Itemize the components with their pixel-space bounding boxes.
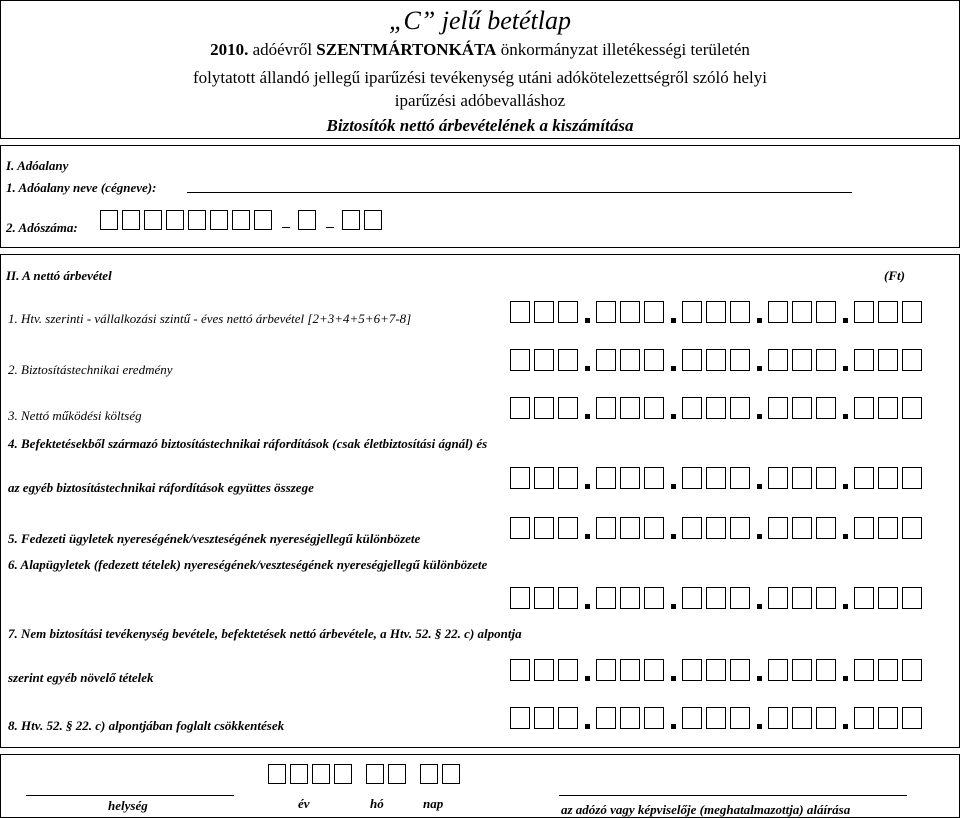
thousands-separator-dot — [585, 484, 590, 489]
amount-digit-box[interactable] — [558, 467, 578, 489]
amount-digit-box[interactable] — [902, 707, 922, 729]
amount-field-row-1[interactable] — [510, 301, 926, 323]
amount-digit-box[interactable] — [620, 349, 640, 371]
month-digit-box[interactable] — [366, 764, 384, 784]
amount-digit-box[interactable] — [816, 659, 836, 681]
amount-digit-box[interactable] — [902, 397, 922, 419]
amount-digit-box[interactable] — [534, 349, 554, 371]
amount-field-row-6[interactable] — [510, 587, 926, 609]
amount-digit-box[interactable] — [854, 349, 874, 371]
amount-digit-box[interactable] — [510, 659, 530, 681]
amount-digit-box[interactable] — [902, 467, 922, 489]
month-label: hó — [370, 796, 384, 811]
amount-digit-box[interactable] — [510, 301, 530, 323]
unit-label: (Ft) — [884, 268, 905, 283]
amount-digit-box[interactable] — [816, 301, 836, 323]
amount-digit-box[interactable] — [854, 467, 874, 489]
thousands-separator-dot — [843, 724, 848, 729]
amount-digit-box[interactable] — [682, 301, 702, 323]
digit-box[interactable] — [342, 210, 360, 230]
amount-digit-box[interactable] — [596, 587, 616, 609]
row-7-label-a: 7. Nem biztosítási tevékenység bevétele, befektetések nettó árbevétele, a Htv. 52. § 22. c) alpontja — [8, 626, 522, 641]
amount-digit-box[interactable] — [644, 467, 664, 489]
thousands-separator-dot — [671, 414, 676, 419]
section-1-heading: I. Adóalany — [6, 158, 69, 173]
amount-digit-box[interactable] — [902, 587, 922, 609]
amount-digit-box[interactable] — [596, 301, 616, 323]
amount-digit-box[interactable] — [682, 349, 702, 371]
thousands-separator-dot — [585, 366, 590, 371]
amount-digit-box[interactable] — [534, 587, 554, 609]
thousands-separator-dot — [585, 318, 590, 323]
amount-digit-box[interactable] — [596, 707, 616, 729]
digit-box[interactable] — [210, 210, 228, 230]
amount-digit-box[interactable] — [730, 659, 750, 681]
amount-digit-box[interactable] — [706, 349, 726, 371]
amount-digit-box[interactable] — [854, 707, 874, 729]
row-3-label: 3. Nettó működési költség — [8, 408, 142, 423]
taxpayer-name-field[interactable] — [187, 175, 852, 193]
amount-digit-box[interactable] — [620, 397, 640, 419]
thousands-separator-dot — [671, 534, 676, 539]
amount-digit-box[interactable] — [510, 397, 530, 419]
amount-digit-box[interactable] — [644, 707, 664, 729]
thousands-separator-dot — [757, 484, 762, 489]
digit-box[interactable] — [144, 210, 162, 230]
amount-field-row-4[interactable] — [510, 467, 926, 489]
amount-digit-box[interactable] — [534, 467, 554, 489]
day-label: nap — [423, 796, 444, 811]
thousands-separator-dot — [843, 484, 848, 489]
digit-box[interactable] — [298, 210, 316, 230]
amount-digit-box[interactable] — [534, 707, 554, 729]
amount-digit-box[interactable] — [558, 349, 578, 371]
year-digit-box[interactable] — [312, 764, 330, 784]
thousands-separator-dot — [585, 724, 590, 729]
amount-digit-box[interactable] — [510, 587, 530, 609]
header-subtitle: Biztosítók nettó árbevételének a kiszámítása — [326, 116, 634, 135]
row-6-label: 6. Alapügyletek (fedezett tételek) nyereségének/veszteségének nyereségjellegű különbözete — [8, 557, 488, 572]
amount-field-row-2[interactable] — [510, 349, 926, 371]
amount-digit-box[interactable] — [682, 467, 702, 489]
amount-digit-box[interactable] — [510, 517, 530, 539]
amount-digit-box[interactable] — [558, 587, 578, 609]
amount-digit-box[interactable] — [854, 397, 874, 419]
amount-digit-box[interactable] — [706, 587, 726, 609]
amount-digit-box[interactable] — [854, 517, 874, 539]
amount-digit-box[interactable] — [620, 659, 640, 681]
amount-digit-box[interactable] — [644, 659, 664, 681]
amount-digit-box[interactable] — [644, 349, 664, 371]
amount-digit-box[interactable] — [620, 301, 640, 323]
thousands-separator-dot — [843, 318, 848, 323]
amount-digit-box[interactable] — [878, 587, 898, 609]
digit-box[interactable] — [166, 210, 184, 230]
thousands-separator-dot — [757, 534, 762, 539]
amount-digit-box[interactable] — [706, 517, 726, 539]
amount-digit-box[interactable] — [682, 659, 702, 681]
year-label: év — [298, 796, 310, 811]
amount-digit-box[interactable] — [878, 467, 898, 489]
amount-digit-box[interactable] — [854, 659, 874, 681]
amount-digit-box[interactable] — [644, 301, 664, 323]
row-2-label: 2. Biztosítástechnikai eredmény — [8, 362, 173, 377]
thousands-separator-dot — [671, 318, 676, 323]
amount-digit-box[interactable] — [510, 467, 530, 489]
header-year: 2010. — [210, 40, 249, 59]
amount-digit-box[interactable] — [558, 301, 578, 323]
thousands-separator-dot — [757, 604, 762, 609]
header-line-1 — [0, 40, 960, 60]
thousands-separator-dot — [671, 366, 676, 371]
amount-digit-box[interactable] — [768, 349, 788, 371]
amount-digit-box[interactable] — [682, 587, 702, 609]
year-digit-box[interactable] — [290, 764, 308, 784]
amount-digit-box[interactable] — [730, 349, 750, 371]
amount-digit-box[interactable] — [816, 587, 836, 609]
amount-digit-box[interactable] — [682, 397, 702, 419]
amount-digit-box[interactable] — [706, 467, 726, 489]
tax-number-label: 2. Adószáma: — [6, 220, 78, 235]
thousands-separator-dot — [671, 676, 676, 681]
amount-digit-box[interactable] — [620, 707, 640, 729]
thousands-separator-dot — [585, 534, 590, 539]
amount-digit-box[interactable] — [706, 301, 726, 323]
amount-digit-box[interactable] — [878, 397, 898, 419]
amount-digit-box[interactable] — [510, 349, 530, 371]
amount-field-row-7[interactable] — [510, 659, 926, 681]
amount-digit-box[interactable] — [730, 517, 750, 539]
amount-digit-box[interactable] — [596, 397, 616, 419]
form-title: „C” jelű betétlap — [389, 6, 571, 35]
amount-digit-box[interactable] — [596, 517, 616, 539]
amount-digit-box[interactable] — [816, 397, 836, 419]
header-line-3: iparűzési adóbevalláshoz — [394, 91, 566, 110]
amount-digit-box[interactable] — [902, 659, 922, 681]
digit-box[interactable] — [254, 210, 272, 230]
signature-field[interactable] — [559, 779, 907, 796]
day-digit-box[interactable] — [420, 764, 438, 784]
amount-field-row-8[interactable] — [510, 707, 926, 729]
digit-box[interactable] — [232, 210, 250, 230]
amount-digit-box[interactable] — [878, 349, 898, 371]
amount-digit-box[interactable] — [596, 349, 616, 371]
thousands-separator-dot — [585, 676, 590, 681]
amount-digit-box[interactable] — [682, 517, 702, 539]
amount-digit-box[interactable] — [816, 349, 836, 371]
amount-digit-box[interactable] — [792, 659, 812, 681]
header-line-1-post: önkormányzat illetékességi területén — [496, 40, 750, 59]
amount-digit-box[interactable] — [730, 707, 750, 729]
amount-digit-box[interactable] — [534, 517, 554, 539]
amount-digit-box[interactable] — [792, 349, 812, 371]
amount-digit-box[interactable] — [792, 301, 812, 323]
amount-digit-box[interactable] — [534, 301, 554, 323]
amount-digit-box[interactable] — [644, 517, 664, 539]
amount-digit-box[interactable] — [768, 397, 788, 419]
amount-digit-box[interactable] — [816, 467, 836, 489]
header-city: SZENTMÁRTONKÁTA — [316, 40, 497, 59]
tax-number-field[interactable] — [100, 210, 386, 230]
amount-digit-box[interactable] — [768, 517, 788, 539]
signature-label: az adózó vagy képviselője (meghatalmazottja) aláírása — [561, 802, 851, 817]
thousands-separator-dot — [757, 366, 762, 371]
amount-digit-box[interactable] — [768, 587, 788, 609]
amount-digit-box[interactable] — [816, 707, 836, 729]
amount-digit-box[interactable] — [644, 397, 664, 419]
thousands-separator-dot — [585, 414, 590, 419]
place-field[interactable] — [26, 779, 234, 796]
amount-digit-box[interactable] — [878, 517, 898, 539]
amount-digit-box[interactable] — [878, 301, 898, 323]
header-line-2: folytatott állandó jellegű iparűzési tevékenység utáni adókötelezettségről szóló helyi — [192, 68, 768, 87]
amount-digit-box[interactable] — [792, 517, 812, 539]
amount-digit-box[interactable] — [768, 301, 788, 323]
row-4-label-b: az egyéb biztosítástechnikai ráfordítások együttes összege — [8, 480, 314, 495]
amount-digit-box[interactable] — [730, 397, 750, 419]
amount-digit-box[interactable] — [730, 467, 750, 489]
taxpayer-frame — [0, 145, 960, 248]
header-line-1-pre: adóévről — [248, 40, 317, 59]
thousands-separator-dot — [843, 414, 848, 419]
amount-digit-box[interactable] — [620, 587, 640, 609]
taxpayer-name-label: 1. Adóalany neve (cégneve): — [6, 180, 157, 195]
amount-digit-box[interactable] — [596, 659, 616, 681]
amount-digit-box[interactable] — [902, 517, 922, 539]
amount-digit-box[interactable] — [558, 517, 578, 539]
amount-digit-box[interactable] — [558, 707, 578, 729]
amount-digit-box[interactable] — [792, 707, 812, 729]
amount-digit-box[interactable] — [558, 397, 578, 419]
amount-digit-box[interactable] — [510, 707, 530, 729]
thousands-separator-dot — [671, 604, 676, 609]
amount-digit-box[interactable] — [854, 301, 874, 323]
thousands-separator-dot — [757, 724, 762, 729]
amount-digit-box[interactable] — [682, 707, 702, 729]
section-2-heading: II. A nettó árbevétel — [6, 268, 112, 283]
amount-digit-box[interactable] — [768, 659, 788, 681]
digit-box[interactable] — [100, 210, 118, 230]
amount-digit-box[interactable] — [768, 707, 788, 729]
amount-digit-box[interactable] — [768, 467, 788, 489]
amount-digit-box[interactable] — [558, 659, 578, 681]
thousands-separator-dot — [585, 604, 590, 609]
amount-digit-box[interactable] — [596, 467, 616, 489]
amount-field-row-3[interactable] — [510, 397, 926, 419]
year-digit-box[interactable] — [268, 764, 286, 784]
place-label: helység — [108, 798, 148, 813]
date-field[interactable] — [268, 764, 464, 784]
digit-box[interactable] — [122, 210, 140, 230]
digit-box[interactable] — [188, 210, 206, 230]
row-5-label: 5. Fedezeti ügyletek nyereségének/veszteségének nyereségjellegű különbözete — [8, 531, 421, 546]
amount-digit-box[interactable] — [644, 587, 664, 609]
row-1-label: 1. Htv. szerinti - vállalkozási szintű - éves nettó árbevétel [2+3+4+5+6+7-8] — [8, 311, 412, 326]
amount-digit-box[interactable] — [792, 467, 812, 489]
row-4-label-a: 4. Befektetésekből származó biztosítástechnikai ráfordítások (csak életbiztosítási ágnál) és — [8, 436, 488, 451]
thousands-separator-dot — [843, 604, 848, 609]
amount-digit-box[interactable] — [534, 659, 554, 681]
amount-digit-box[interactable] — [706, 659, 726, 681]
digit-box[interactable] — [364, 210, 382, 230]
amount-digit-box[interactable] — [620, 517, 640, 539]
amount-digit-box[interactable] — [792, 397, 812, 419]
amount-digit-box[interactable] — [902, 301, 922, 323]
separator-dash — [282, 227, 290, 229]
thousands-separator-dot — [843, 534, 848, 539]
amount-digit-box[interactable] — [620, 467, 640, 489]
amount-digit-box[interactable] — [534, 397, 554, 419]
thousands-separator-dot — [671, 724, 676, 729]
day-digit-box[interactable] — [442, 764, 460, 784]
thousands-separator-dot — [671, 484, 676, 489]
amount-digit-box[interactable] — [706, 707, 726, 729]
thousands-separator-dot — [843, 676, 848, 681]
amount-field-row-5[interactable] — [510, 517, 926, 539]
amount-digit-box[interactable] — [730, 301, 750, 323]
row-8-label: 8. Htv. 52. § 22. c) alpontjában foglalt csökkentések — [8, 718, 285, 733]
amount-digit-box[interactable] — [878, 659, 898, 681]
amount-digit-box[interactable] — [854, 587, 874, 609]
year-digit-box[interactable] — [334, 764, 352, 784]
thousands-separator-dot — [757, 414, 762, 419]
amount-digit-box[interactable] — [730, 587, 750, 609]
amount-digit-box[interactable] — [706, 397, 726, 419]
thousands-separator-dot — [757, 318, 762, 323]
amount-digit-box[interactable] — [816, 517, 836, 539]
separator-dash — [326, 227, 334, 229]
month-digit-box[interactable] — [388, 764, 406, 784]
row-7-label-b: szerint egyéb növelő tételek — [8, 670, 154, 685]
amount-digit-box[interactable] — [792, 587, 812, 609]
amount-digit-box[interactable] — [878, 707, 898, 729]
thousands-separator-dot — [757, 676, 762, 681]
amount-digit-box[interactable] — [902, 349, 922, 371]
thousands-separator-dot — [843, 366, 848, 371]
